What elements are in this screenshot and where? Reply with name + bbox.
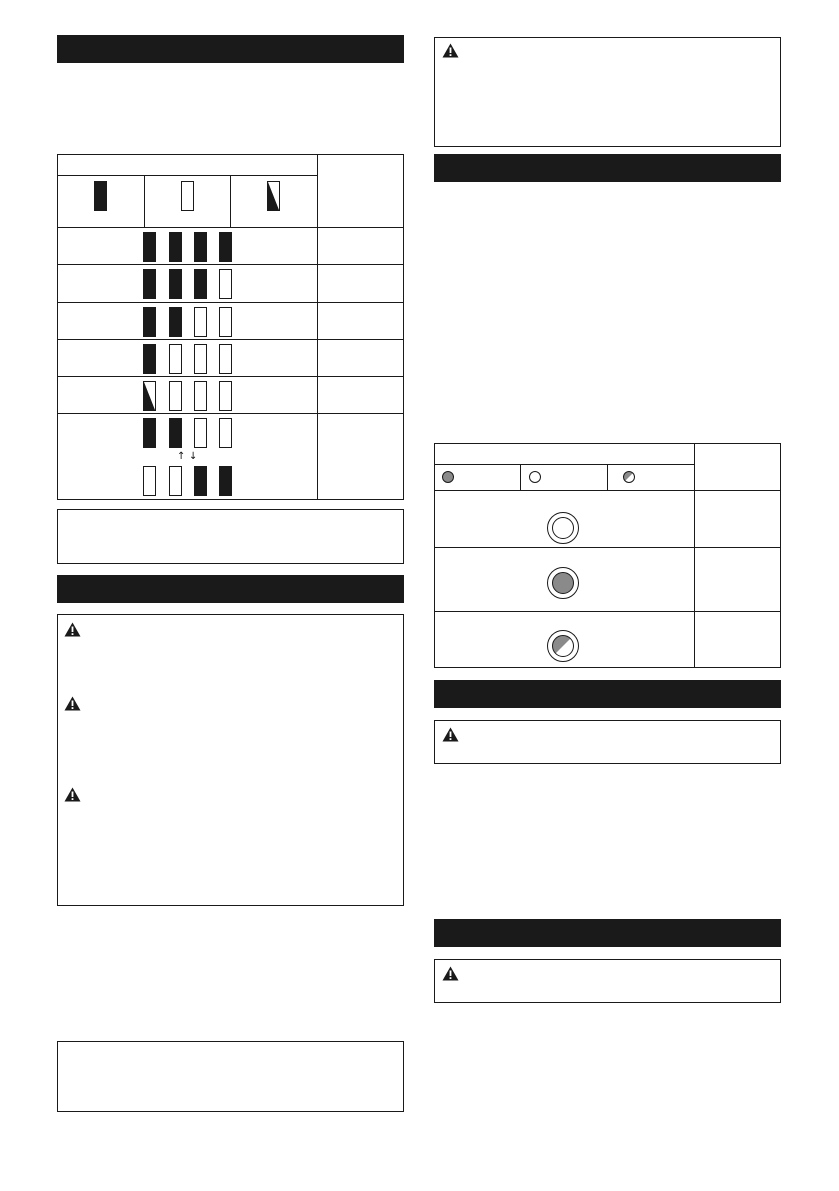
off-cell-icon bbox=[219, 269, 232, 299]
blinking-cell-icon bbox=[143, 381, 156, 411]
note-box bbox=[57, 509, 404, 564]
lit-cell-icon bbox=[143, 232, 156, 262]
off-cell-icon bbox=[194, 307, 207, 337]
lamp-off-icon bbox=[529, 471, 541, 483]
lit-cell-icon bbox=[94, 181, 107, 211]
lit-cell-icon bbox=[169, 418, 182, 448]
lamp-on-large-icon bbox=[547, 567, 579, 599]
lit-cell-icon bbox=[194, 269, 207, 299]
arrow-up-icon: ↑ bbox=[177, 451, 186, 462]
note-box bbox=[57, 1041, 404, 1112]
lamp-blinking-icon bbox=[623, 471, 635, 483]
lit-cell-icon bbox=[219, 466, 232, 496]
section-header-bar bbox=[434, 680, 781, 708]
off-cell-icon bbox=[169, 466, 182, 496]
lit-cell-icon bbox=[143, 307, 156, 337]
section-header-bar bbox=[434, 919, 781, 947]
warning-box bbox=[434, 37, 781, 147]
warning-box bbox=[434, 720, 781, 764]
off-cell-icon bbox=[181, 181, 194, 211]
off-cell-icon bbox=[169, 344, 182, 374]
lit-cell-icon bbox=[143, 418, 156, 448]
lit-cell-icon bbox=[143, 269, 156, 299]
off-cell-icon bbox=[194, 381, 207, 411]
off-cell-icon bbox=[219, 307, 232, 337]
off-cell-icon bbox=[194, 418, 207, 448]
lamp-on-icon bbox=[442, 471, 454, 483]
lit-cell-icon bbox=[194, 232, 207, 262]
off-cell-icon bbox=[143, 466, 156, 496]
arrow-down-icon: ↓ bbox=[189, 451, 198, 462]
lit-cell-icon bbox=[143, 344, 156, 374]
blinking-cell-icon bbox=[267, 181, 280, 211]
off-cell-icon bbox=[169, 381, 182, 411]
lit-cell-icon bbox=[169, 232, 182, 262]
warning-box bbox=[57, 614, 404, 906]
section-header-bar bbox=[57, 575, 404, 603]
lit-cell-icon bbox=[169, 307, 182, 337]
lit-cell-icon bbox=[194, 466, 207, 496]
lamp-off-large-icon bbox=[547, 512, 579, 544]
lit-cell-icon bbox=[219, 232, 232, 262]
off-cell-icon bbox=[219, 381, 232, 411]
off-cell-icon bbox=[219, 418, 232, 448]
lamp-blinking-large-icon bbox=[547, 630, 579, 662]
off-cell-icon bbox=[219, 344, 232, 374]
lit-cell-icon bbox=[169, 269, 182, 299]
off-cell-icon bbox=[194, 344, 207, 374]
section-header-bar bbox=[434, 154, 781, 182]
section-header-bar bbox=[57, 35, 404, 63]
warning-box bbox=[434, 959, 781, 1003]
